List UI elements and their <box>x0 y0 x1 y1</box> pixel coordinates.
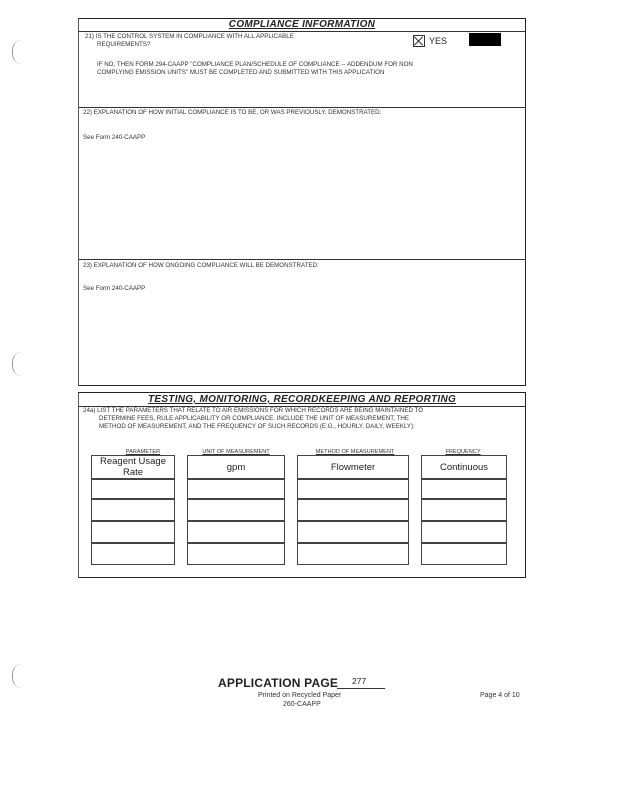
page-number-underline <box>337 688 385 689</box>
q22-text: 22) EXPLANATION OF HOW INITIAL COMPLIANCE IS TO BE, OR WAS PREVIOUSLY, DEMONSTRATED: <box>83 109 382 116</box>
cell-empty[interactable] <box>91 499 175 521</box>
cell-empty[interactable] <box>187 521 285 543</box>
cell-empty[interactable] <box>187 543 285 565</box>
cell-empty[interactable] <box>297 543 409 565</box>
q24-text-line1: 24a) LIST THE PARAMETERS THAT RELATE TO AIR EMISSIONS FOR WHICH RECORDS ARE BEING MAINTAINED TO <box>83 407 424 414</box>
cell-empty[interactable] <box>297 521 409 543</box>
column-header-unit: UNIT OF MEASUREMENT <box>202 449 270 455</box>
cell-empty[interactable] <box>91 479 175 499</box>
divider <box>79 107 525 108</box>
column-header-parameter: PARAMETER <box>125 449 161 455</box>
cell-method-row1[interactable]: Flowmeter <box>297 455 409 479</box>
form-id: 260-CAAPP <box>283 701 321 708</box>
testing-section <box>78 392 526 578</box>
cell-frequency-row1[interactable]: Continuous <box>421 455 507 479</box>
q24-text-line2: DETERMINE FEES, RULE APPLICABILITY OR COMPLIANCE. INCLUDE THE UNIT OF MEASUREMENT, THE <box>99 415 410 422</box>
cell-empty[interactable] <box>297 479 409 499</box>
cell-empty[interactable] <box>91 521 175 543</box>
cell-empty[interactable] <box>421 543 507 565</box>
cell-empty[interactable] <box>297 499 409 521</box>
application-page-number: 277 <box>352 676 367 686</box>
q21-text-line2: REQUIREMENTS? <box>97 41 151 48</box>
printed-on-recycled-paper: Printed on Recycled Paper <box>258 692 342 699</box>
cell-empty[interactable] <box>187 479 285 499</box>
compliance-title: COMPLIANCE INFORMATION <box>228 19 376 30</box>
compliance-section <box>78 18 526 386</box>
punch-hole-mark <box>12 664 23 688</box>
yes-checkbox[interactable] <box>413 35 425 47</box>
q22-answer: See Form 240-CAAPP <box>83 134 146 141</box>
cell-empty[interactable] <box>187 499 285 521</box>
if-no-text-line2: COMPLYING EMISSION UNITS" MUST BE COMPLETED AND SUBMITTED WITH THIS APPLICATION <box>97 69 385 76</box>
q21-text-line1: 21) IS THE CONTROL SYSTEM IN COMPLIANCE WITH ALL APPLICABLE <box>85 33 294 40</box>
cell-parameter-row1[interactable]: Reagent Usage Rate <box>91 455 175 479</box>
column-header-frequency: FREQUENCY <box>445 449 481 455</box>
cell-empty[interactable] <box>91 543 175 565</box>
redaction-box <box>469 33 501 46</box>
punch-hole-mark <box>12 352 23 376</box>
cell-unit-row1[interactable]: gpm <box>187 455 285 479</box>
divider <box>79 31 525 32</box>
cell-empty[interactable] <box>421 479 507 499</box>
cell-empty[interactable] <box>421 499 507 521</box>
cell-empty[interactable] <box>421 521 507 543</box>
page-of-count: Page 4 of 10 <box>480 692 520 699</box>
q24-text-line3: METHOD OF MEASUREMENT, AND THE FREQUENCY OF SUCH RECORDS (E.G., HOURLY, DAILY, WEEKLY): <box>99 423 415 430</box>
if-no-text-line1: IF NO, THEN FORM 294-CAAPP "COMPLIANCE PLAN/SCHEDULE OF COMPLIANCE -- ADDENDUM FOR NON <box>97 61 413 68</box>
punch-hole-mark <box>12 40 23 64</box>
q23-text: 23) EXPLANATION OF HOW ONGOING COMPLIANCE WILL BE DEMONSTRATED: <box>83 262 319 269</box>
column-header-method: METHOD OF MEASUREMENT <box>315 449 395 455</box>
yes-label: YES <box>429 36 448 46</box>
q23-answer: See Form 240-CAAPP <box>83 285 146 292</box>
divider <box>79 259 525 260</box>
application-page-label: APPLICATION PAGE <box>218 676 339 690</box>
testing-title: TESTING, MONITORING, RECORDKEEPING AND REPORTING <box>147 394 457 405</box>
